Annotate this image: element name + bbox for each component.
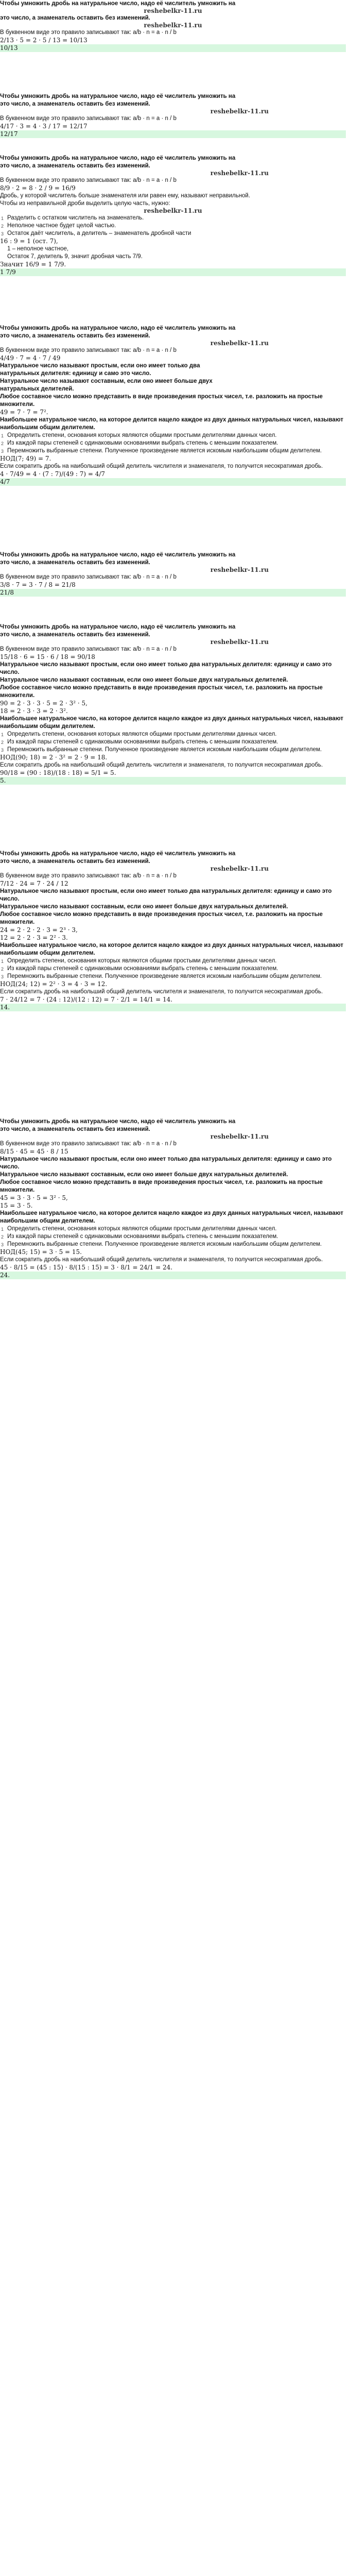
- rule-text: Чтобы умножить дробь на натуральное число, надо её числитель умножить на: [0, 93, 236, 99]
- body-text: В буквенном виде это правило записывают так: a/b · n = a · n / b: [0, 347, 177, 353]
- list-number: 3: [1, 231, 4, 236]
- list-item-text: Из каждой пары степеней с одинаковыми основаниями выбрать степень с меньшим показателем.: [7, 965, 278, 972]
- watermark-text: reshebelkr-11.ru: [144, 7, 202, 14]
- list-number: 1: [1, 433, 4, 438]
- rule-text: Наибольшее натуральное число, на которое делится нацело каждое из двух данных натуральных чисел, называют наибольшим общим делителем.: [0, 417, 343, 431]
- list-item: [0, 957, 346, 965]
- body-text: Чтобы из неправильной дроби выделить целую часть, нужно:: [0, 200, 170, 207]
- list-number: 1: [1, 959, 4, 964]
- list-item: [0, 245, 346, 253]
- list-item: [0, 973, 346, 980]
- rule-text: Наибольшее натуральное число, на которое делится нацело каждое из двух данных натуральных чисел, называют наибольшим общим делителем.: [0, 1210, 343, 1224]
- rule-text: натуральных делителей.: [0, 386, 74, 392]
- list-number: 2: [1, 967, 4, 972]
- list-item: [0, 731, 346, 738]
- solution-step: [0, 623, 346, 850]
- list-item-text: Остаток 7, делитель 9, значит дробная часть 7/9.: [7, 253, 143, 260]
- list-number: 2: [1, 224, 4, 229]
- rule-text: это число, а знаменатель оставить без изменений.: [0, 15, 150, 21]
- equation: 4/49 · 7 = 4 · 7 / 49: [0, 354, 61, 362]
- list-item: [0, 222, 346, 230]
- body-text: Если сократить дробь на наибольший общий делитель числителя и знаменателя, то получится несократимая дробь.: [0, 463, 323, 469]
- list-number: 2: [1, 740, 4, 745]
- rule-text: Наибольшее натуральное число, на которое делится нацело каждое из двух данных натуральных чисел, называют наибольшим общим делителем.: [0, 942, 343, 956]
- list-item-text: Определить степени, основания которых являются общими простыми делителями данных чисел.: [7, 731, 277, 737]
- rule-text: Любое составное число можно представить в виде произведения простых чисел, т.е. разложить на простые множители.: [0, 1179, 323, 1193]
- rule-text: Любое составное число можно представить в виде произведения простых чисел, т.е. разложить на простые множители.: [0, 685, 323, 699]
- rule-text: Любое составное число можно представить в виде произведения простых чисел, т.е. разложить на простые множители.: [0, 394, 323, 408]
- list-item: [0, 1225, 346, 1233]
- body-text: В буквенном виде это правило записывают так: a/b · n = a · n / b: [0, 646, 177, 652]
- rule-text: Натуральное число называют простым, если оно имеет только два натуральных делителя: единицу и само это число.: [0, 1156, 332, 1170]
- list-number: 1: [1, 1227, 4, 1232]
- solution-step: [0, 155, 346, 325]
- list-number: 2: [1, 441, 4, 446]
- list-number: 1: [1, 732, 4, 737]
- list-item-text: Определить степени, основания которых являются общими простыми делителями данных чисел.: [7, 958, 277, 964]
- equation: Значит 16/9 = 1 7/9.: [0, 261, 66, 268]
- equation: 90 = 2 · 3 · 3 · 5 = 2 · 3² · 5,: [0, 700, 87, 707]
- rule-text: Чтобы умножить дробь на натуральное число, надо её числитель умножить на: [0, 325, 236, 331]
- list-item-text: Перемножить выбранные степени. Полученное произведение является искомым наибольшим общим делителем.: [7, 973, 322, 979]
- watermark-text: reshebelkr-11.ru: [210, 865, 269, 872]
- body-text: В буквенном виде это правило записывают так: a/b · n = a · n / b: [0, 1141, 177, 1147]
- equation: 4/17 · 3 = 4 · 3 / 17 = 12/17: [0, 123, 87, 130]
- equation: НОД(90; 18) = 2 · 3² = 2 · 9 = 18.: [0, 754, 108, 761]
- list-item: [0, 746, 346, 754]
- answer: 1 7/9: [0, 268, 346, 276]
- list-item-text: Перемножить выбранные степени. Полученное произведение является искомым наибольшим общим делителем.: [7, 747, 322, 753]
- list-number: 2: [1, 1234, 4, 1240]
- rule-text: Чтобы умножить дробь на натуральное число, надо её числитель умножить на: [0, 1, 236, 7]
- solution-step: [0, 551, 346, 623]
- list-item: [0, 1241, 346, 1248]
- body-text: В буквенном виде это правило записывают так: a/b · n = a · n / b: [0, 873, 177, 879]
- solution-step: [0, 325, 346, 551]
- body-text: В буквенном виде это правило записывают так: a/b · n = a · n / b: [0, 29, 177, 36]
- watermark-text: reshebelkr-11.ru: [210, 1133, 269, 1140]
- list-item: [0, 230, 346, 238]
- list-item: [0, 738, 346, 746]
- equation: 8/9 · 2 = 8 · 2 / 9 = 16/9: [0, 184, 76, 192]
- body-text: В буквенном виде это правило записывают так: a/b · n = a · n / b: [0, 574, 177, 580]
- solution-step: [0, 1118, 346, 1386]
- list-number: 3: [1, 974, 4, 979]
- list-item-text: Неполное частное будет целой частью.: [7, 223, 116, 229]
- rule-text: Чтобы умножить дробь на натуральное число, надо её числитель умножить на: [0, 624, 236, 630]
- list-item-text: Определить степени, основания которых являются общими простыми делителями данных чисел.: [7, 432, 277, 438]
- list-item-text: Определить степени, основания которых являются общими простыми делителями данных чисел.: [7, 1226, 277, 1232]
- list-number: 3: [1, 1242, 4, 1247]
- body-text: В буквенном виде это правило записывают так: a/b · n = a · n / b: [0, 115, 177, 122]
- list-item-text: Перемножить выбранные степени. Полученное произведение является искомым наибольшим общим делителем.: [7, 448, 322, 454]
- equation: 15 = 3 · 5.: [0, 1202, 33, 1209]
- solution-step: [0, 850, 346, 1118]
- rule-text: Натуральное число называют составным, если оно имеет больше двух: [0, 378, 213, 384]
- watermark-text: reshebelkr-11.ru: [210, 566, 269, 573]
- equation: 18 = 2 · 3 · 3 = 2 · 3².: [0, 707, 68, 715]
- rule-text: Натуральное число называют простым, если оно имеет только два: [0, 363, 200, 369]
- list-item: [0, 447, 346, 455]
- equation: 45 · 8/15 = (45 : 15) · 8/(15 : 15) = 3 · 8/1 = 24/1 = 24.: [0, 1264, 173, 1271]
- list-number: 3: [1, 449, 4, 454]
- rule-text: это число, а знаменатель оставить без изменений.: [0, 163, 150, 169]
- list-item: [0, 1233, 346, 1241]
- equation: 8/15 · 45 = 45 · 8 / 15: [0, 1148, 68, 1155]
- rule-text: это число, а знаменатель оставить без изменений.: [0, 560, 150, 566]
- answer: 12/17: [0, 130, 346, 138]
- equation: 12 = 2 · 2 · 3 = 2² · 3.: [0, 934, 68, 941]
- watermark-text: reshebelkr-11.ru: [144, 207, 202, 214]
- equation: 4 · 7/49 = 4 · (7 : 7)/(49 : 7) = 4/7: [0, 470, 106, 478]
- answer: 5.: [0, 777, 346, 785]
- rule-text: это число, а знаменатель оставить без изменений.: [0, 333, 150, 339]
- watermark-text: reshebelkr-11.ru: [144, 22, 202, 29]
- equation: 2/13 · 5 = 2 · 5 / 13 = 10/13: [0, 37, 87, 44]
- solution-step: [0, 93, 346, 155]
- rule-text: Натуральное число называют составным, если оно имеет больше двух натуральных делителей.: [0, 1172, 288, 1178]
- list-item-text: Из каждой пары степеней с одинаковыми основаниями выбрать степень с меньшим показателем.: [7, 440, 278, 446]
- equation: НОД(45; 15) = 3 · 5 = 15.: [0, 1248, 82, 1256]
- list-item-text: Разделить с остатком числитель на знаменатель.: [7, 215, 144, 221]
- equation: 16 : 9 = 1 (ост. 7),: [0, 238, 58, 245]
- equation: 7 · 24/12 = 7 · (24 : 12)/(12 : 12) = 7 · 2/1 = 14/1 = 14.: [0, 996, 173, 1003]
- answer: 4/7: [0, 478, 346, 486]
- body-text: В буквенном виде это правило записывают так: a/b · n = a · n / b: [0, 177, 177, 183]
- list-item-text: 1 – неполное частное,: [7, 246, 69, 252]
- rule-text: это число, а знаменатель оставить без изменений.: [0, 101, 150, 107]
- list-number: 1: [1, 216, 4, 221]
- list-item: [0, 439, 346, 447]
- rule-text: это число, а знаменатель оставить без изменений.: [0, 632, 150, 638]
- equation: 15/18 · 6 = 15 · 6 / 18 = 90/18: [0, 653, 95, 660]
- answer: 24.: [0, 1272, 346, 1279]
- list-item-text: Из каждой пары степеней с одинаковыми основаниями выбрать степень с меньшим показателем.: [7, 739, 278, 745]
- watermark-text: reshebelkr-11.ru: [210, 108, 269, 115]
- answer: 21/8: [0, 589, 346, 597]
- list-item-text: Из каждой пары степеней с одинаковыми основаниями выбрать степень с меньшим показателем.: [7, 1233, 278, 1240]
- equation: 3/8 · 7 = 3 · 7 / 8 = 21/8: [0, 581, 76, 588]
- body-text: Если сократить дробь на наибольший общий делитель числителя и знаменателя, то получится несократимая дробь.: [0, 1257, 323, 1263]
- body-text: Если сократить дробь на наибольший общий делитель числителя и знаменателя, то получится несократимая дробь.: [0, 762, 323, 768]
- watermark-text: reshebelkr-11.ru: [210, 638, 269, 646]
- rule-text: это число, а знаменатель оставить без изменений.: [0, 1126, 150, 1132]
- list-item: [0, 214, 346, 222]
- watermark-text: reshebelkr-11.ru: [210, 340, 269, 347]
- body-text: Дробь, у которой числитель больше знаменателя или равен ему, называют неправильной.: [0, 193, 251, 199]
- list-number: 3: [1, 748, 4, 753]
- watermark-text: reshebelkr-11.ru: [210, 170, 269, 177]
- rule-text: это число, а знаменатель оставить без изменений.: [0, 858, 150, 865]
- equation: 45 = 3 · 3 · 5 = 3² · 5,: [0, 1194, 68, 1201]
- equation: НОД(7; 49) = 7.: [0, 455, 51, 462]
- list-item-text: Перемножить выбранные степени. Полученное произведение является искомым наибольшим общим делителем.: [7, 1241, 322, 1247]
- rule-text: Чтобы умножить дробь на натуральное число, надо её числитель умножить на: [0, 1118, 236, 1125]
- rule-text: Чтобы умножить дробь на натуральное число, надо её числитель умножить на: [0, 552, 236, 558]
- rule-text: Чтобы умножить дробь на натуральное число, надо её числитель умножить на: [0, 155, 236, 161]
- rule-text: Чтобы умножить дробь на натуральное число, надо её числитель умножить на: [0, 851, 236, 857]
- list-item: [0, 253, 346, 261]
- answer: 14.: [0, 1004, 346, 1011]
- rule-text: Натуральное число называют составным, если оно имеет больше двух натуральных делителей.: [0, 677, 288, 683]
- body-text: Если сократить дробь на наибольший общий делитель числителя и знаменателя, то получится несократимая дробь.: [0, 989, 323, 995]
- solution-step: [0, 0, 346, 93]
- list-item-text: Остаток даёт числитель, а делитель – знаменатель дробной части: [7, 230, 191, 236]
- rule-text: Натуральное число называют составным, если оно имеет больше двух натуральных делителей.: [0, 904, 288, 910]
- equation: 24 = 2 · 2 · 2 · 3 = 2³ · 3,: [0, 926, 78, 934]
- equation: 7/12 · 24 = 7 · 24 / 12: [0, 880, 68, 887]
- rule-text: натуральных делителя: единицу и само это число.: [0, 370, 151, 377]
- equation: НОД(24; 12) = 2² · 3 = 4 · 3 = 12.: [0, 980, 108, 988]
- rule-text: Натуральное число называют простым, если оно имеет только два натуральных делителя: единицу и само это число.: [0, 888, 332, 902]
- list-item: [0, 965, 346, 973]
- answer: 10/13: [0, 44, 346, 52]
- equation: 90/18 = (90 : 18)/(18 : 18) = 5/1 = 5.: [0, 769, 116, 776]
- list-item: [0, 432, 346, 439]
- rule-text: Любое составное число можно представить в виде произведения простых чисел, т.е. разложить на простые множители.: [0, 911, 323, 925]
- rule-text: Натуральное число называют простым, если оно имеет только два натуральных делителя: единицу и само это число.: [0, 662, 332, 675]
- rule-text: Наибольшее натуральное число, на которое делится нацело каждое из двух данных натуральных чисел, называют наибольшим общим делителем.: [0, 716, 343, 730]
- equation: 49 = 7 · 7 = 7².: [0, 409, 48, 416]
